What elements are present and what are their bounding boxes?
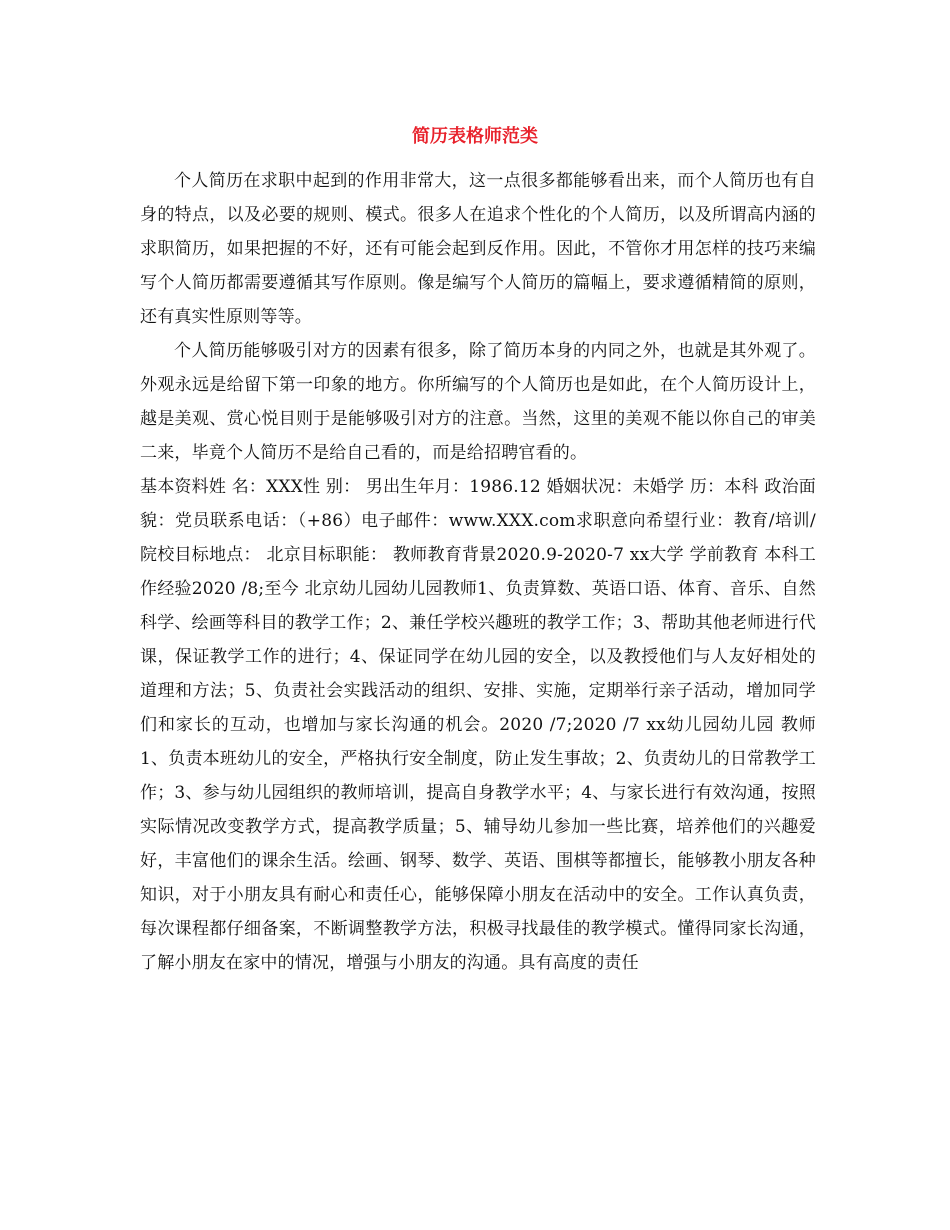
paragraph-appearance: 个人简历能够吸引对方的因素有很多，除了简历本身的内同之外，也就是其外观了。外观永远是给留下第一印象的地方。你所编写的个人简历也是如此，在个人简历设计上，越是美观、赏心悦目则于是能够吸引对方的注意。当然，这里的美观不能以你自己的审美二来，毕竟个人简历不是给自己看的，而是给招聘官看的。 [140,341,816,463]
paragraph-resume-details: 基本资料姓 名：XXX性 别： 男出生年月：1986.12 婚姻状况：未婚学 历：本科 政治面貌：党员联系电话：（+86）电子邮件：www.XXX.com求职意向希望行业：教育/培训/院校目标地点： 北京目标职能： 教师教育背景2020.9-2020-7 xx大学 学前教育 本科工作经验2020 /8;至今 北京幼儿园幼儿园教师1、负责算数、英语口语、体育、音乐、自然科学、绘画等科目的教学工作；2、兼任学校兴趣班的教学工作；3、帮助其他老师进行代课，保证教学工作的进行；4、保证同学在幼儿园的安全，以及教授他们与人友好相处的道理和方法；5、负责社会实践活动的组织、安排、实施，定期举行亲子活动，增加同学们和家长的互动，也增加与家长沟通的机会。2020 /7;2020 /7 xx幼儿园幼儿园 教师1、负责本班幼儿的安全，严格执行安全制度，防止发生事故；2、负责幼儿的日常教学工作；3、参与幼儿园组织的教师培训，提高自身教学水平；4、与家长进行有效沟通，按照实际情况改变教学方式，提高教学质量；5、辅导幼儿参加一些比赛，培养他们的兴趣爱好，丰富他们的课余生活。绘画、钢琴、数学、英语、围棋等都擅长，能够教小朋友各种知识，对于小朋友具有耐心和责任心，能够保障小朋友在活动中的安全。工作认真负责，每次课程都仔细备案，不断调整教学方法，积极寻找最佳的教学模式。懂得同家长沟通，了解小朋友在家中的情况，增强与小朋友的沟通。具有高度的责任 [140,477,816,973]
document-title: 简历表格师范类 [412,126,538,147]
document-body [140,164,816,980]
paragraph-intro: 个人简历在求职中起到的作用非常大，这一点很多都能够看出来，而个人简历也有自身的特点，以及必要的规则、模式。很多人在追求个性化的个人简历，以及所谓高内涵的求职简历，如果把握的不好，还有可能会起到反作用。因此，不管你才用怎样的技巧来编写个人简历都需要遵循其写作原则。像是编写个人简历的篇幅上，要求遵循精简的原则，还有真实性原则等等。 [140,171,816,327]
